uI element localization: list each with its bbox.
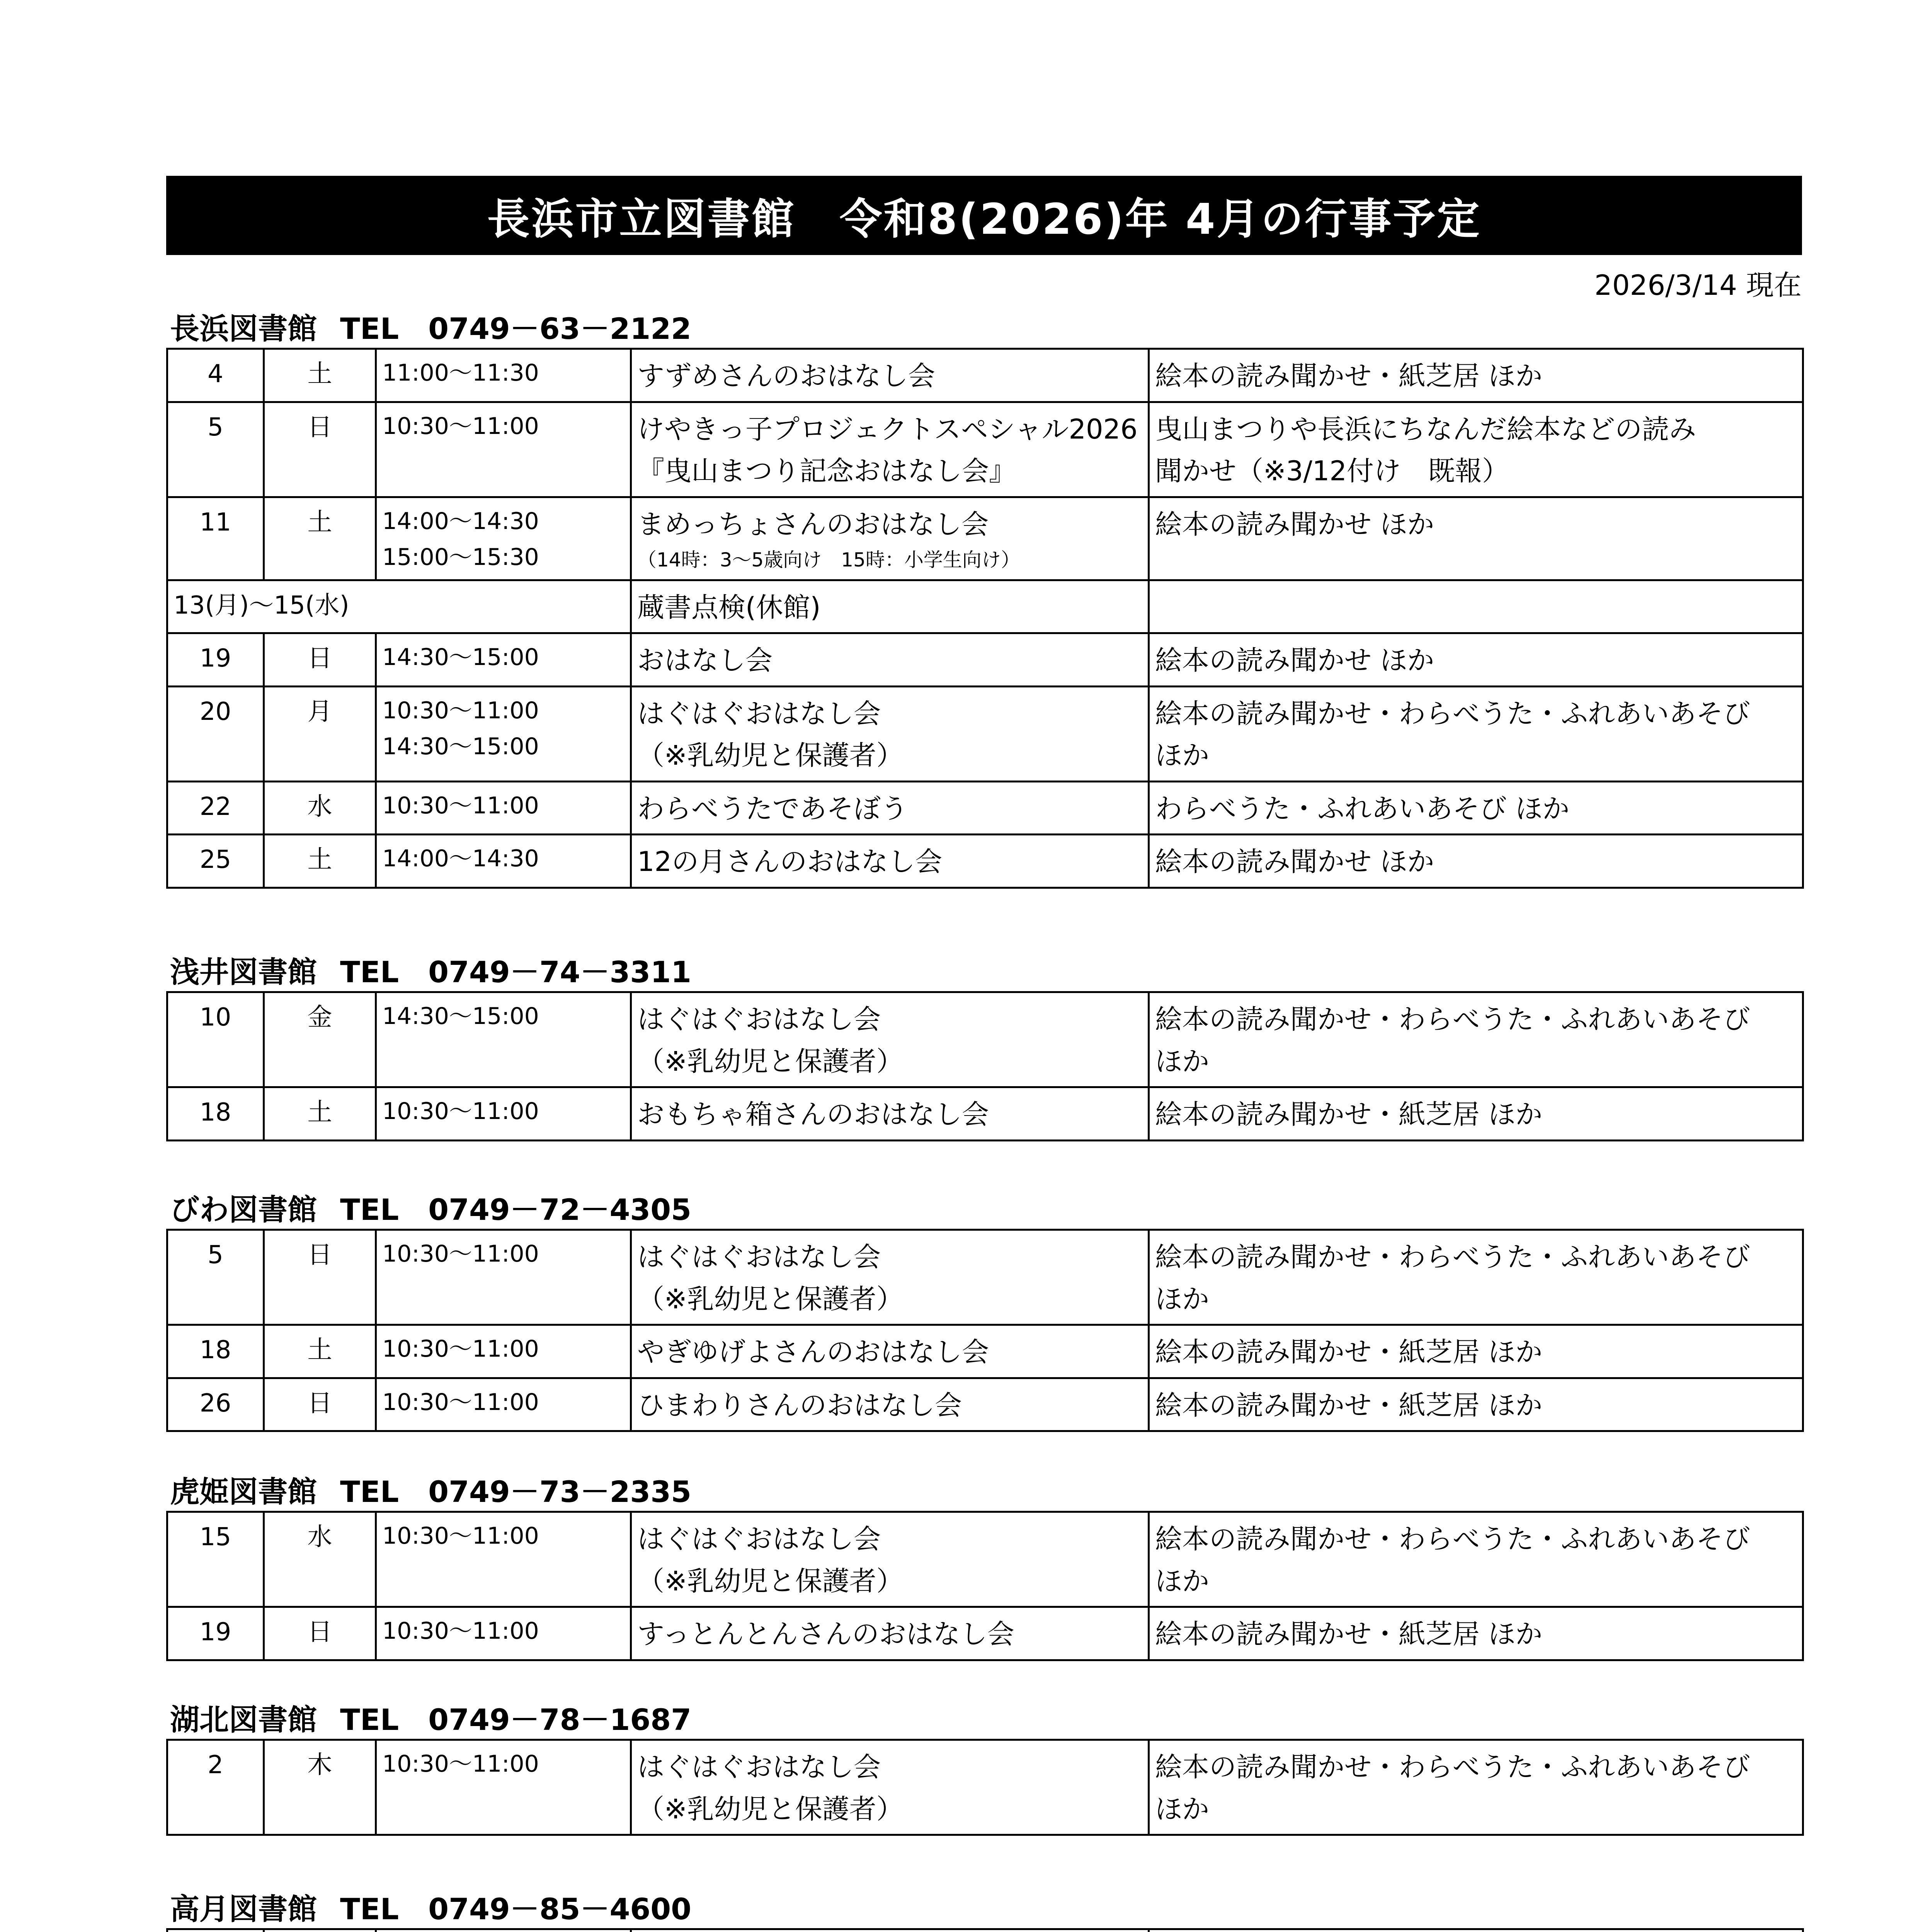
day-cell: 4 [167, 349, 264, 402]
library-name: 高月図書館 [170, 1892, 317, 1926]
event-cell [631, 1087, 1149, 1141]
event-cell [631, 349, 1149, 402]
table-row [167, 580, 1803, 633]
time-cell [376, 1512, 631, 1607]
cell-line: すずめさんのおはなし会 [637, 360, 935, 392]
description-cell [1149, 1087, 1803, 1141]
table-row [167, 781, 1803, 835]
table-row [167, 1087, 1803, 1141]
cell-line: 絵本の読み聞かせ・紙芝居 ほか [1155, 1336, 1543, 1368]
weekday-cell: 日 [264, 1230, 376, 1325]
description-cell [1149, 835, 1803, 888]
day-cell: 25 [167, 835, 264, 888]
table-row [167, 1378, 1803, 1431]
weekday-cell: 土 [264, 497, 376, 580]
description-cell [1149, 580, 1803, 633]
table-row [167, 633, 1803, 687]
cell-line: けやきっ子プロジェクトスペシャル2026 [637, 413, 1138, 445]
cell-line: まめっちょさんのおはなし会 [637, 508, 989, 540]
cell-line: 10:30～11:00 [382, 792, 539, 819]
library-name: 湖北図書館 [170, 1702, 317, 1737]
description-cell [1149, 1740, 1803, 1835]
cell-line: 10:30～11:00 [382, 697, 539, 724]
cell-line: おはなし会 [637, 645, 773, 676]
library-tel: TEL 0749－78－1687 [340, 1702, 691, 1737]
weekday-cell: 日 [264, 633, 376, 687]
event-cell [631, 1607, 1149, 1660]
cell-line: 15:00～15:30 [382, 543, 539, 571]
event-cell [631, 1325, 1149, 1378]
description-cell [1149, 1378, 1803, 1431]
section-heading [170, 949, 715, 991]
time-cell [376, 992, 631, 1087]
time-cell [376, 633, 631, 687]
cell-line: （※乳幼児と保護者） [637, 1793, 904, 1825]
cell-line: 11:00～11:30 [382, 359, 539, 386]
cell-line: 絵本の読み聞かせ・わらべうた・ふれあいあそび [1155, 1003, 1750, 1035]
description-cell [1149, 349, 1803, 402]
cell-line: 10:30～11:00 [382, 412, 539, 440]
table-row [167, 835, 1803, 888]
description-cell [1149, 497, 1803, 580]
schedule-table [166, 1928, 1804, 1932]
day-cell: 2 [167, 1740, 264, 1835]
day-cell: 11 [167, 497, 264, 580]
event-cell [631, 1929, 1149, 1932]
cell-line: 10:30～11:00 [382, 1388, 539, 1416]
weekday-cell: 水 [264, 781, 376, 835]
event-cell [631, 1512, 1149, 1607]
time-cell [376, 1087, 631, 1141]
day-cell: 22 [167, 781, 264, 835]
cell-line: 10:30～11:00 [382, 1617, 539, 1645]
weekday-cell: 土 [264, 1325, 376, 1378]
time-cell [376, 1929, 631, 1932]
schedule-table [166, 1229, 1804, 1432]
table-row [167, 1230, 1803, 1325]
weekday-cell [264, 1929, 376, 1932]
cell-line: 14:00～14:30 [382, 507, 539, 535]
cell-line: 12の月さんのおはなし会 [637, 846, 943, 878]
cell-line: 14:30～15:00 [382, 733, 539, 760]
schedule-table [166, 348, 1804, 889]
section-heading [170, 305, 715, 347]
event-cell [631, 497, 1149, 580]
cell-line: 10:30～11:00 [382, 1098, 539, 1125]
event-cell [631, 402, 1149, 497]
description-cell [1149, 1230, 1803, 1325]
weekday-cell: 土 [264, 835, 376, 888]
time-cell [376, 1230, 631, 1325]
cell-line: 『曳山まつり記念おはなし会』 [637, 455, 1016, 487]
description-cell [1149, 686, 1803, 781]
cell-line: 絵本の読み聞かせ・紙芝居 ほか [1155, 1618, 1543, 1650]
event-cell [631, 1378, 1149, 1431]
schedule-table [166, 1739, 1804, 1836]
event-cell [631, 835, 1149, 888]
day-cell: 18 [167, 1087, 264, 1141]
table-row [167, 1607, 1803, 1660]
time-cell [376, 1607, 631, 1660]
time-cell [376, 1740, 631, 1835]
time-cell [376, 349, 631, 402]
cell-line: ほか [1155, 1045, 1209, 1077]
cell-line: 14:00～14:30 [382, 845, 539, 872]
weekday-cell: 金 [264, 992, 376, 1087]
cell-line: 10:30～11:00 [382, 1522, 539, 1549]
section-heading [170, 1468, 715, 1510]
cell-line: ほか [1155, 1565, 1209, 1597]
cell-line: 10:30～11:00 [382, 1750, 539, 1777]
cell-line: （※乳幼児と保護者） [637, 1565, 904, 1597]
weekday-cell: 木 [264, 1740, 376, 1835]
day-cell: 26 [167, 1378, 264, 1431]
section-heading [170, 1696, 715, 1738]
description-cell [1149, 1929, 1803, 1932]
date-range-cell: 13(月)～15(水) [167, 580, 631, 633]
description-cell [1149, 402, 1803, 497]
schedule-table [166, 1511, 1804, 1661]
day-cell: 5 [167, 1230, 264, 1325]
cell-line: 絵本の読み聞かせ ほか [1155, 846, 1434, 878]
weekday-cell: 日 [264, 402, 376, 497]
day-cell: 15 [167, 1512, 264, 1607]
cell-line: おもちゃ箱さんのおはなし会 [637, 1099, 989, 1130]
cell-line: 絵本の読み聞かせ・紙芝居 ほか [1155, 360, 1543, 392]
time-cell [376, 1378, 631, 1431]
cell-line: 絵本の読み聞かせ・わらべうた・ふれあいあそび [1155, 697, 1750, 730]
cell-line: はぐはぐおはなし会 [637, 1003, 881, 1035]
cell-line: 絵本の読み聞かせ・わらべうた・ふれあいあそび [1155, 1523, 1750, 1555]
cell-line: 絵本の読み聞かせ ほか [1155, 645, 1434, 676]
day-cell: 20 [167, 686, 264, 781]
day-cell: 18 [167, 1325, 264, 1378]
cell-line: はぐはぐおはなし会 [637, 1241, 881, 1273]
cell-line: （※乳幼児と保護者） [637, 740, 904, 771]
cell-line: 絵本の読み聞かせ・紙芝居 ほか [1155, 1099, 1543, 1130]
cell-line: はぐはぐおはなし会 [637, 1751, 881, 1783]
day-cell: 10 [167, 992, 264, 1087]
day-cell: 19 [167, 1607, 264, 1660]
table-row [167, 1325, 1803, 1378]
library-tel: TEL 0749－73－2335 [340, 1475, 691, 1509]
cell-line: 14:30～15:00 [382, 1003, 539, 1030]
cell-line: ほか [1155, 1283, 1209, 1315]
event-cell [631, 580, 1149, 633]
table-row [167, 349, 1803, 402]
library-name: 虎姫図書館 [170, 1475, 317, 1509]
cell-line: 10:30～11:00 [382, 1240, 539, 1267]
day-cell: 19 [167, 633, 264, 687]
page-title: 長浜市立図書館 令和8(2026)年 4月の行事予定 [166, 176, 1802, 255]
weekday-cell: 日 [264, 1607, 376, 1660]
as-of-date: 2026/3/14 現在 [1594, 269, 1802, 301]
cell-line: ひまわりさんのおはなし会 [637, 1389, 962, 1421]
time-cell [376, 1325, 631, 1378]
description-cell [1149, 1325, 1803, 1378]
library-tel: TEL 0749－72－4305 [340, 1192, 691, 1227]
day-cell [167, 1929, 264, 1932]
description-cell [1149, 1607, 1803, 1660]
table-row [167, 497, 1803, 580]
cell-line: 蔵書点検(休館) [637, 591, 821, 623]
schedule-table [166, 991, 1804, 1141]
cell-line: すっとんとんさんのおはなし会 [637, 1618, 1014, 1650]
table-row [167, 992, 1803, 1087]
cell-line: 絵本の読み聞かせ ほか [1155, 508, 1434, 540]
cell-line: 絵本の読み聞かせ・わらべうた・ふれあいあそび [1155, 1751, 1750, 1783]
library-tel: TEL 0749－74－3311 [340, 955, 691, 989]
weekday-cell: 月 [264, 686, 376, 781]
cell-line: はぐはぐおはなし会 [637, 697, 881, 730]
table-row [167, 1929, 1803, 1932]
event-cell [631, 1740, 1149, 1835]
cell-line: 10:30～11:00 [382, 1335, 539, 1362]
description-cell [1149, 633, 1803, 687]
cell-line: 聞かせ（※3/12付け 既報） [1155, 455, 1509, 487]
time-cell [376, 835, 631, 888]
weekday-cell: 日 [264, 1378, 376, 1431]
library-tel: TEL 0749－85－4600 [340, 1892, 691, 1926]
description-cell [1149, 992, 1803, 1087]
cell-line: （※乳幼児と保護者） [637, 1045, 904, 1077]
table-row [167, 686, 1803, 781]
event-cell [631, 686, 1149, 781]
description-cell [1149, 1512, 1803, 1607]
cell-line: ほか [1155, 740, 1209, 771]
cell-line: やぎゆげよさんのおはなし会 [637, 1336, 989, 1368]
event-cell [631, 1230, 1149, 1325]
cell-line: 14:30～15:00 [382, 644, 539, 671]
cell-line: わらべうたであそぼう [637, 793, 908, 825]
time-cell [376, 402, 631, 497]
table-row [167, 402, 1803, 497]
section-heading [170, 1186, 715, 1228]
weekday-cell: 土 [264, 349, 376, 402]
cell-line: 絵本の読み聞かせ・わらべうた・ふれあいあそび [1155, 1241, 1750, 1273]
library-tel: TEL 0749－63－2122 [340, 311, 691, 346]
event-cell [631, 633, 1149, 687]
library-name: 長浜図書館 [170, 311, 317, 346]
cell-line: （※乳幼児と保護者） [637, 1283, 904, 1315]
section-heading [170, 1886, 715, 1928]
day-cell: 5 [167, 402, 264, 497]
table-row [167, 1512, 1803, 1607]
description-cell [1149, 781, 1803, 835]
cell-line: はぐはぐおはなし会 [637, 1523, 881, 1555]
library-name: 浅井図書館 [170, 955, 317, 989]
event-cell [631, 781, 1149, 835]
event-note: （14時：3～5歳向け 15時：小学生向け） [637, 549, 1020, 571]
cell-line: 絵本の読み聞かせ・紙芝居 ほか [1155, 1389, 1543, 1421]
library-name: びわ図書館 [170, 1192, 317, 1227]
cell-line: 曳山まつりや長浜にちなんだ絵本などの読み [1155, 413, 1696, 445]
time-cell [376, 686, 631, 781]
table-row [167, 1740, 1803, 1835]
cell-line: わらべうた・ふれあいあそび ほか [1155, 793, 1570, 825]
event-cell [631, 992, 1149, 1087]
weekday-cell: 土 [264, 1087, 376, 1141]
time-cell [376, 781, 631, 835]
cell-line: ほか [1155, 1793, 1209, 1825]
time-cell [376, 497, 631, 580]
weekday-cell: 水 [264, 1512, 376, 1607]
